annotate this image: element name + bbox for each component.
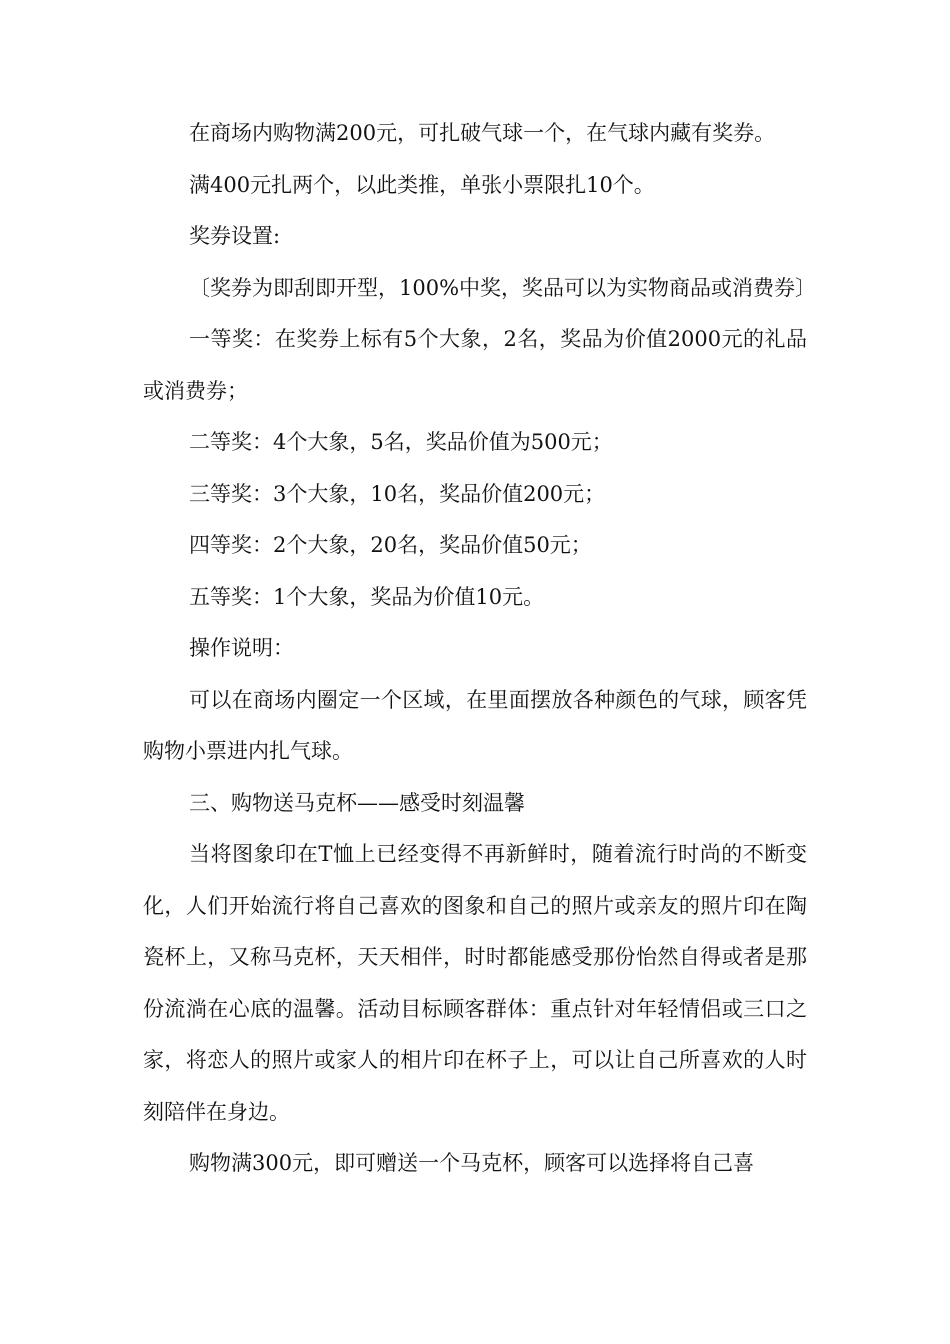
paragraph-balloon-limit: 满400元扎两个，以此类推，单张小票限扎10个。	[189, 172, 655, 197]
paragraph-third-prize: 三等奖：3个大象，10名，奖品价值200元；	[189, 481, 606, 506]
paragraph-voucher-settings: 奖券设置:	[189, 224, 281, 248]
paragraph-operation-detail: 可以在商场内圈定一个区域，在里面摆放各种颜色的气球，顾客凭购物小票进内扎气球。	[143, 687, 807, 763]
paragraph-second-prize: 二等奖：4个大象，5名，奖品价值为500元；	[189, 430, 613, 454]
paragraph-operation-heading: 操作说明：	[189, 636, 294, 660]
paragraph-fourth-prize: 四等奖：2个大象，20名，奖品价值50元；	[189, 533, 592, 557]
paragraph-mug-offer: 购物满300元，即可赠送一个马克杯，顾客可以选择将自己喜	[189, 1151, 755, 1175]
section-heading-mug: 三、购物送马克杯——感受时刻温馨	[189, 790, 525, 815]
paragraph-first-prize: 一等奖：在奖券上标有5个大象，2名，奖品为价值2000元的礼品或消费券；	[143, 327, 807, 403]
paragraph-mug-description: 当将图象印在T恤上已经变得不再新鲜时，随着流行时尚的不断变化，人们开始流行将自己喜欢的图象和自己的照片或亲友的照片印在陶瓷杯上，又称马克杯，天天相伴，时时都能感受那份怡然自得或者是那份流淌在心底的温馨。活动目标顾客群体：重点针对年轻情侣或三口之家，将恋人的照片或家人的相片印在杯子上，可以让自己所喜欢的人时刻陪伴在身边。	[143, 842, 807, 1124]
paragraph-shopping-balloon: 在商场内购物满200元，可扎破气球一个，在气球内藏有奖券。	[189, 121, 776, 145]
paragraph-voucher-type: 〔奖券为即刮即开型，100%中奖，奖品可以为实物商品或消费券〕	[189, 275, 817, 300]
document-body	[143, 108, 817, 1190]
paragraph-fifth-prize: 五等奖：1个大象，奖品为价值10元。	[189, 584, 545, 609]
